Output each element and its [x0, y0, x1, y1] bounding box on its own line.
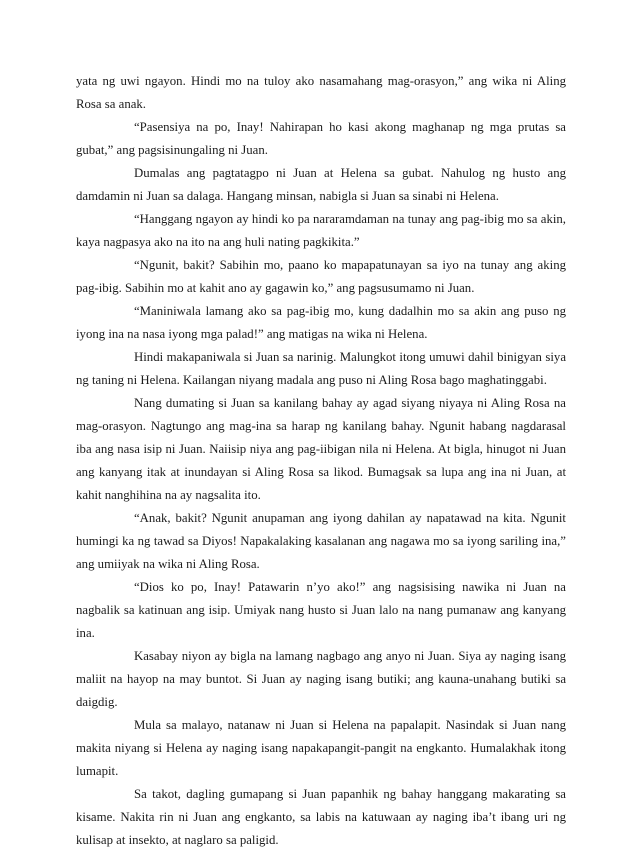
paragraph: Dumalas ang pagtatagpo ni Juan at Helena sa gubat. Nahulog ng husto ang damdamin ni Juan sa dalaga. Hangang minsan, nabigla si Juan sa sinabi ni Helena. [76, 166, 566, 203]
paragraph: Hindi makapaniwala si Juan sa narinig. Malungkot itong umuwi dahil binigyan siya ng taning ni Helena. Kailangan niyang madala ang puso ni Aling Rosa bago maghatinggabi. [76, 350, 566, 387]
paragraph: “Dios ko po, Inay! Patawarin n’yo ako!” ang nagsisising nawika ni Juan na nagbalik sa katinuan ang isip. Umiyak nang husto si Juan lalo na nang pumanaw ang kanyang ina. [76, 580, 566, 640]
paragraph: Mula sa malayo, natanaw ni Juan si Helena na papalapit. Nasindak si Juan nang makita niyang si Helena ay naging isang napakapangit-pangit na engkanto. Humalakhak itong lumapit. [76, 718, 566, 778]
paragraph: Sa takot, dagling gumapang si Juan papanhik ng bahay hanggang makarating sa kisame. Nakita rin ni Juan ang engkanto, sa labis na katuwaan ay naging iba’t ibang uri ng kulisap at insekto, at naglaro sa paligid. [76, 787, 566, 847]
paragraph: Kasabay niyon ay bigla na lamang nagbago ang anyo ni Juan. Siya ay naging isang maliit na hayop na may buntot. Si Juan ay naging isang butiki; ang kauna-unahang butiki sa daigdig. [76, 649, 566, 709]
paragraph: Nang dumating si Juan sa kanilang bahay ay agad siyang niyaya ni Aling Rosa na mag-orasyon. Nagtungo ang mag-ina sa harap ng kanilang bahay. Ngunit habang nagdarasal iba ang nasa isip ni Juan. Naiisip niya ang pag-iibigan nila ni Helena. At bigla, hinugot ni Juan ang kanyang itak at inundayan si Aling Rosa sa likod. Bumagsak sa lupa ang ina ni Juan, at kahit nanghihina na ay nagsalita ito. [76, 396, 566, 502]
paragraph: “Hanggang ngayon ay hindi ko pa nararamdaman na tunay ang pag-ibig mo sa akin, kaya nagpasya ako na ito na ang huli nating pagkikita.” [76, 212, 566, 249]
story-text [76, 70, 566, 852]
paragraph: “Maniniwala lamang ako sa pag-ibig mo, kung dadalhin mo sa akin ang puso ng iyong ina na nasa iyong mga palad!” ang matigas na wika ni Helena. [76, 304, 566, 341]
paragraph: “Pasensiya na po, Inay! Nahirapan ho kasi akong maghanap ng mga prutas sa gubat,” ang pagsisinungaling ni Juan. [76, 120, 566, 157]
paragraph-continuation: yata ng uwi ngayon. Hindi mo na tuloy ako nasamahang mag-orasyon,” ang wika ni Aling Rosa sa anak. [76, 74, 566, 111]
paragraph: “Ngunit, bakit? Sabihin mo, paano ko mapapatunayan sa iyo na tunay ang aking pag-ibig. Sabihin mo at kahit ano ay gagawin ko,” ang pagsusumamo ni Juan. [76, 258, 566, 295]
paragraph: “Anak, bakit? Ngunit anupaman ang iyong dahilan ay napatawad na kita. Ngunit humingi ka ng tawad sa Diyos! Napakalaking kasalanan ang nagawa mo sa iyong sariling ina,” ang umiiyak na wika ni Aling Rosa. [76, 511, 566, 571]
